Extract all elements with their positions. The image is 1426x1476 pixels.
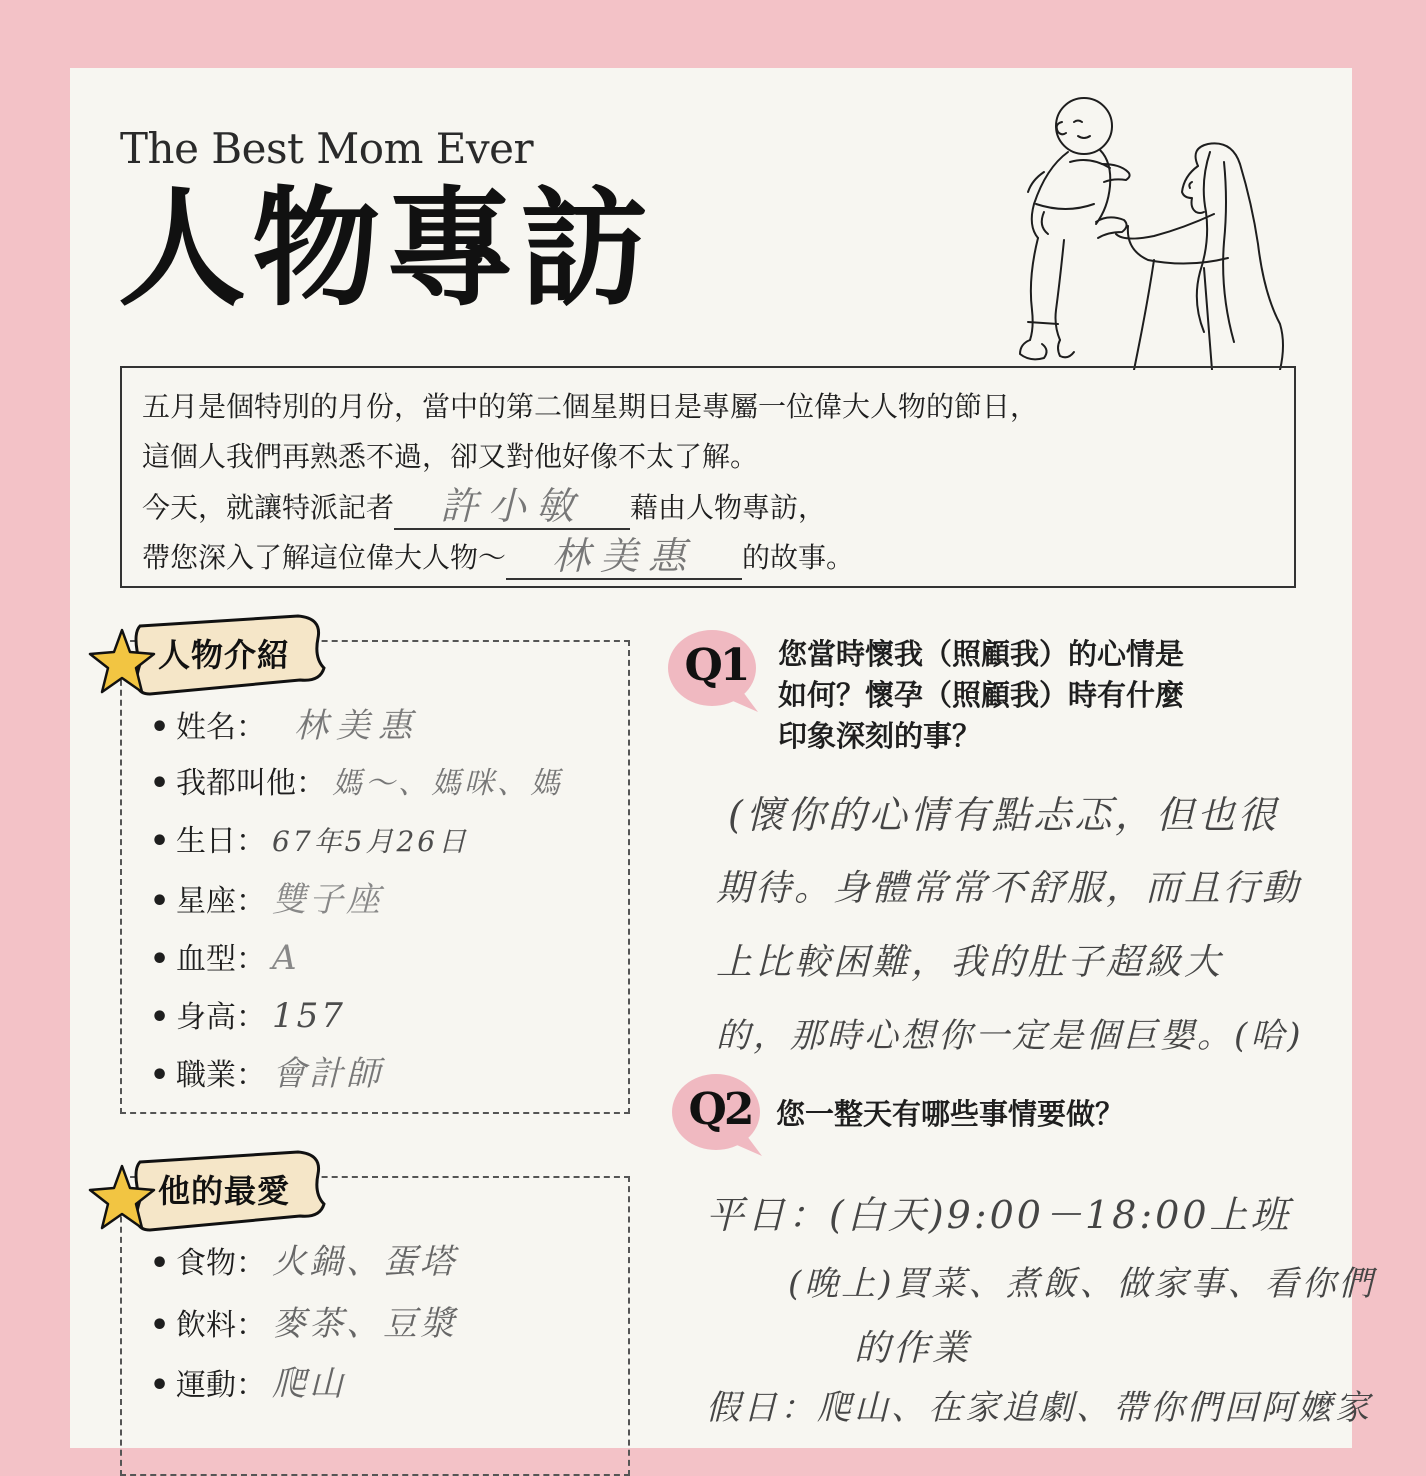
favorite-item-food: • 食物： 火鍋、蛋塔 [150, 1242, 457, 1282]
profile-item-zodiac: • 星座： 雙子座 [150, 880, 383, 920]
intro-box [120, 366, 1296, 588]
intro-line-3-start: 今天，就讓特派記者 [142, 491, 395, 524]
q2-badge [670, 1072, 766, 1162]
q2-answer [706, 1184, 1376, 1448]
q2-label: Q2 [688, 1084, 752, 1135]
profile-item-height: • 身高： 157 [150, 996, 346, 1036]
subtitle: The Best Mom Ever [120, 124, 534, 173]
q1-answer [716, 784, 1346, 1084]
subject-name-field[interactable] [506, 534, 742, 580]
q1-question [778, 634, 1184, 757]
intro-line-3 [142, 482, 1274, 532]
q1-answer-line: 上比較困難，我的肚子超級大 [716, 942, 1224, 983]
reporter-name: 許小敏 [440, 484, 585, 528]
q1-question-line: 如何？懷孕（照顧我）時有什麼 [778, 678, 1185, 712]
profile-item-name: • 姓名： 林美惠 [150, 706, 420, 746]
intro-line-2: 這個人我們再熟悉不過，卻又對他好像不太了解。 [142, 440, 759, 473]
q2-question: 您一整天有哪些事情要做？ [776, 1097, 1125, 1131]
q1-badge [666, 628, 762, 718]
favorite-item-sport: • 運動： 爬山 [150, 1364, 346, 1404]
profile-box [120, 640, 630, 1114]
q2-answer-line: 平日：(白天)9:00－18:00上班 [706, 1193, 1292, 1237]
q2-answer-line: (晚上)買菜、煮飯、做家事、看你們 [788, 1264, 1376, 1304]
mother-baby-illustration [978, 92, 1288, 370]
profile-item-nickname: • 我都叫他： 媽～、媽咪、媽 [150, 766, 563, 801]
page-title: 人物專訪 [118, 175, 655, 324]
q2-answer-line: 的作業 [854, 1328, 972, 1369]
profile-heading-ribbon [88, 608, 328, 704]
q1-answer-line: (懷你的心情有點忐忑，但也很 [728, 793, 1279, 837]
intro-line-1: 五月是個特別的月份，當中的第二個星期日是專屬一位偉大人物的節日， [142, 390, 1039, 423]
profile-item-birthday: • 生日： 67年5月26日 [150, 824, 470, 859]
q1-question-line: 您當時懷我（照顧我）的心情是 [778, 637, 1185, 671]
profile-item-blood-type: • 血型： A [150, 938, 300, 978]
intro-line-4 [142, 532, 1274, 582]
profile-item-occupation: • 職業： 會計師 [150, 1054, 383, 1094]
intro-line-4-end: 的故事。 [742, 541, 855, 574]
q1-question-line: 印象深刻的事？ [778, 719, 982, 753]
intro-line-4-start: 帶您深入了解這位偉大人物～ [142, 541, 507, 574]
favorites-heading-ribbon [88, 1144, 328, 1240]
subject-name: 林美惠 [552, 534, 697, 578]
intro-line-3-end: 藉由人物專訪， [630, 491, 827, 524]
favorites-heading: 他的最愛 [158, 1172, 291, 1210]
profile-heading: 人物介紹 [158, 636, 291, 674]
worksheet-page [70, 68, 1376, 1448]
reporter-name-field[interactable] [394, 484, 630, 530]
favorite-item-drink: • 飲料： 麥茶、豆漿 [150, 1304, 457, 1344]
q1-label: Q1 [684, 640, 748, 691]
q1-answer-line: 的，那時心想你一定是個巨嬰。(哈) [716, 1016, 1304, 1056]
q1-answer-line: 期待。身體常常不舒服，而且行動 [716, 868, 1302, 909]
q2-answer-line: 假日：爬山、在家追劇、帶你們回阿嬤家 [706, 1388, 1372, 1428]
